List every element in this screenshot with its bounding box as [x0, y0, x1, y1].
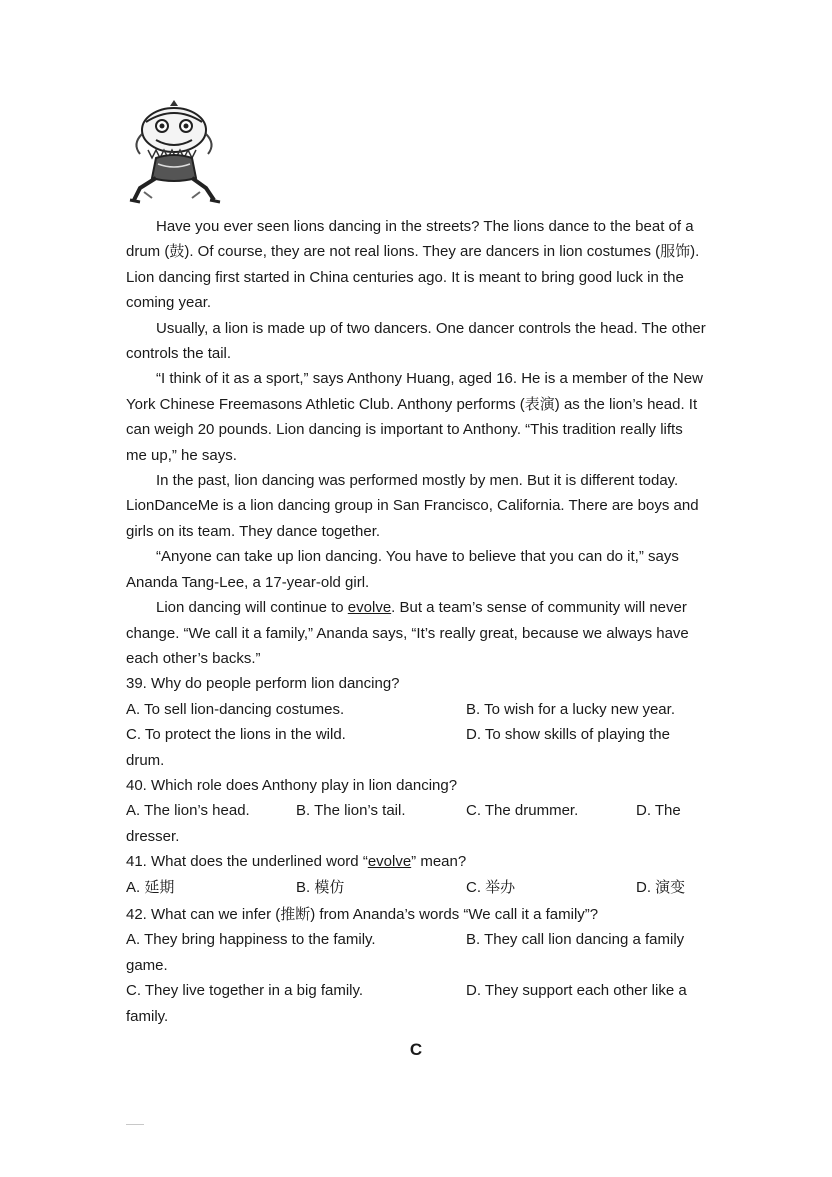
q39-option-d: D. To show skills of playing the — [466, 726, 670, 744]
question-39-options — [126, 697, 706, 748]
question-41-stem: 41. What does the underlined word “evolve” mean? — [126, 853, 467, 871]
q42-option-d-continued: family. — [126, 1007, 169, 1025]
lion-dance-illustration-icon — [126, 100, 222, 204]
question-40-options — [126, 798, 706, 823]
paragraph-1: Have you ever seen lions dancing in the streets? The lions dance to the beat of a drum (鼓). Of course, they are not real lions. They are dancers in lion costumes (服饰). Lion dancing first started in China centuries ago. It is meant to bring good luck in the coming year. — [126, 218, 700, 312]
paragraph-6: Lion dancing will continue to evolve. But a team’s sense of community will never change. “We call it a family,” Ananda says, “It’s really great, because we always have each other’s backs.” — [126, 599, 689, 667]
q41-option-b: B. 模仿 — [296, 878, 345, 896]
question-42-stem: 42. What can we infer (推断) from Ananda’s words “We call it a family”? — [126, 905, 599, 923]
q41-option-d: D. 演变 — [636, 878, 686, 896]
underlined-word: evolve — [347, 599, 392, 617]
q42-option-a: A. They bring happiness to the family. — [126, 931, 376, 949]
q42-option-b: B. They call lion dancing a family — [466, 931, 685, 949]
q42-option-c: C. They live together in a big family. — [126, 982, 364, 1000]
q40-option-d-continued: dresser. — [126, 827, 180, 845]
question-39-stem: 39. Why do people perform lion dancing? — [126, 675, 400, 693]
q40-option-c: C. The drummer. — [466, 802, 579, 820]
q40-option-b: B. The lion’s tail. — [296, 802, 406, 820]
q39-option-d-continued: drum. — [126, 751, 165, 769]
q42-option-d: D. They support each other like a — [466, 982, 687, 1000]
question-42-options-cd — [126, 978, 706, 1003]
q39-option-a: A. To sell lion-dancing costumes. — [126, 700, 345, 718]
footer-divider — [126, 1124, 144, 1125]
q42-option-b-continued: game. — [126, 956, 168, 974]
q40-option-a: A. The lion’s head. — [126, 802, 250, 820]
q39-option-b: B. To wish for a lucky new year. — [466, 700, 675, 718]
q39-option-c: C. To protect the lions in the wild. — [126, 726, 346, 744]
reading-passage — [126, 214, 706, 1029]
paragraph-4: In the past, lion dancing was performed mostly by men. But it is different today. LionDanceMe is a lion dancing group in San Francisco, California. There are boys and girls on its team. They dance together. — [126, 472, 699, 540]
q40-option-d: D. The — [636, 802, 681, 820]
question-41-options — [126, 875, 706, 900]
question-40-stem: 40. Which role does Anthony play in lion dancing? — [126, 776, 458, 794]
question-42-options-ab — [126, 927, 706, 952]
paragraph-5: “Anyone can take up lion dancing. You have to believe that you can do it,” says Ananda Tang-Lee, a 17-year-old girl. — [126, 548, 679, 591]
section-label: C — [409, 1040, 423, 1059]
q41-option-a: A. 延期 — [126, 878, 175, 896]
q41-option-c: C. 举办 — [466, 878, 516, 896]
underlined-word-ref: evolve — [367, 853, 412, 871]
paragraph-3: “I think of it as a sport,” says Anthony Huang, aged 16. He is a member of the New York Chinese Freemasons Athletic Club. Anthony performs (表演) as the lion’s head. It can weigh 20 pounds. Lion dancing is important to Anthony. “This tradition really lifts me up,” he says. — [126, 370, 703, 464]
paragraph-2: Usually, a lion is made up of two dancers. One dancer controls the head. The other controls the tail. — [126, 319, 706, 363]
